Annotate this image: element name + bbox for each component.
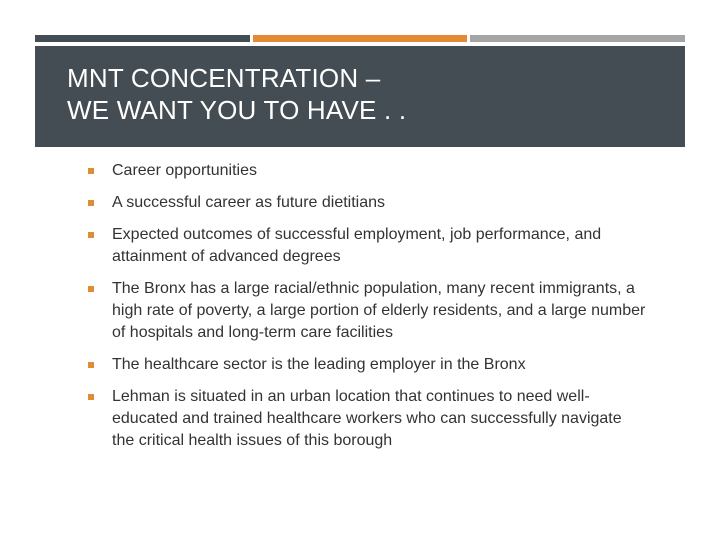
square-bullet-icon — [88, 232, 94, 238]
bullet-text: The Bronx has a large racial/ethnic population, many recent immigrants, a high rate of poverty, a large portion of elderly residents, and a large number of hospitals and long-term care facilities — [112, 280, 646, 341]
square-bullet-icon — [88, 394, 94, 400]
bullet-text: A successful career as future dietitians — [112, 194, 386, 211]
bullet-text: Expected outcomes of successful employment, job performance, and attainment of advanced degrees — [112, 226, 602, 265]
bullet-item — [88, 278, 648, 344]
slide-title-line-1: MNT CONCENTRATION – — [67, 63, 381, 93]
accent-bar-left — [35, 35, 250, 42]
bullet-item — [88, 386, 648, 452]
bullet-item — [88, 224, 648, 268]
bullet-item — [88, 160, 648, 182]
bullet-text: Lehman is situated in an urban location that continues to need well-educated and trained healthcare workers who can successfully navigate the critical health issues of this borough — [112, 388, 622, 449]
square-bullet-icon — [88, 362, 94, 368]
accent-bar-middle — [253, 35, 467, 42]
bullet-text: The healthcare sector is the leading employer in the Bronx — [112, 356, 526, 373]
slide-title-band — [35, 46, 685, 147]
accent-bar-right — [470, 35, 685, 42]
bullet-item — [88, 354, 648, 376]
square-bullet-icon — [88, 200, 94, 206]
bullet-list — [88, 160, 648, 462]
bullet-text: Career opportunities — [112, 162, 257, 179]
square-bullet-icon — [88, 168, 94, 174]
square-bullet-icon — [88, 286, 94, 292]
slide-title-line-2: WE WANT YOU TO HAVE . . — [67, 95, 407, 125]
bullet-item — [88, 192, 648, 214]
